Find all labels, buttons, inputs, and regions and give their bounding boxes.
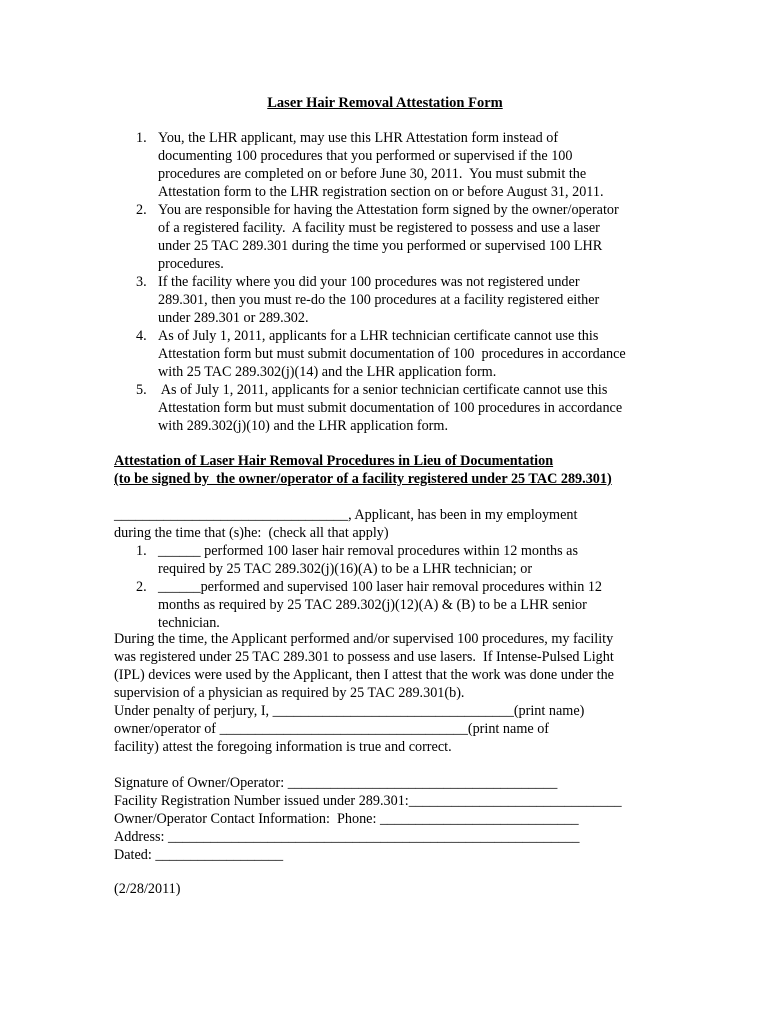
facility-name-field[interactable]: owner/operator of ___________________________________(print name of [114, 721, 550, 737]
list-item-line: under 25 TAC 289.301 during the time you performed or supervised 100 LHR [158, 238, 603, 254]
revision-date: (2/28/2011) [114, 881, 181, 897]
list-item-line: You, the LHR applicant, may use this LHR Attestation form instead of [158, 130, 559, 146]
attest-line: During the time, the Applicant performed and/or supervised 100 procedures, my facility [114, 631, 614, 647]
attest-line: supervision of a physician as required by 25 TAC 289.301(b). [114, 685, 465, 701]
list-item-line: procedures are completed on or before June 30, 2011. You must submit the [158, 166, 587, 182]
page-title: Laser Hair Removal Attestation Form [267, 95, 503, 111]
list-item-line: Attestation form but must submit documentation of 100 procedures in accordance [158, 346, 626, 362]
list-item-line: with 289.302(j)(10) and the LHR application form. [158, 418, 448, 434]
list-number: 1. [136, 543, 147, 559]
list-item-line: technician. [158, 615, 220, 631]
list-item-line: under 289.301 or 289.302. [158, 310, 309, 326]
list-number: 1. [136, 130, 147, 146]
registration-number-field[interactable]: Facility Registration Number issued under 289.301:______________________________ [114, 793, 622, 809]
check-option-technician[interactable]: ______ performed 100 laser hair removal procedures within 12 months as [158, 543, 578, 559]
list-number: 2. [136, 579, 147, 595]
check-option-senior[interactable]: ______performed and supervised 100 laser hair removal procedures within 12 [158, 579, 603, 595]
list-number: 2. [136, 202, 147, 218]
list-item-line: If the facility where you did your 100 procedures was not registered under [158, 274, 580, 290]
list-item-line: required by 25 TAC 289.302(j)(16)(A) to be a LHR technician; or [158, 561, 533, 577]
list-item-line: months as required by 25 TAC 289.302(j)(12)(A) & (B) to be a LHR senior [158, 597, 587, 613]
attest-line: was registered under 25 TAC 289.301 to possess and use lasers. If Intense-Pulsed Light [114, 649, 614, 665]
address-field[interactable]: Address: __________________________________________________________ [114, 829, 580, 845]
list-number: 3. [136, 274, 147, 290]
date-field[interactable]: Dated: __________________ [114, 847, 284, 863]
list-item-line: documenting 100 procedures that you performed or supervised if the 100 [158, 148, 573, 164]
section-heading: Attestation of Laser Hair Removal Procedures in Lieu of Documentation [114, 453, 554, 469]
list-item-line: 289.301, then you must re-do the 100 procedures at a facility registered either [158, 292, 600, 308]
list-item-line: Attestation form but must submit documentation of 100 procedures in accordance [158, 400, 623, 416]
attest-line: (IPL) devices were used by the Applicant, then I attest that the work was done under the [114, 667, 614, 683]
list-item-line: with 25 TAC 289.302(j)(14) and the LHR application form. [158, 364, 497, 380]
list-item-line: of a registered facility. A facility must be registered to possess and use a laser [158, 220, 600, 236]
list-item-line: As of July 1, 2011, applicants for a LHR technician certificate cannot use this [158, 328, 599, 344]
list-item-line: You are responsible for having the Attestation form signed by the owner/operator [158, 202, 619, 218]
applicant-name-line[interactable]: _________________________________, Applicant, has been in my employment [114, 507, 578, 523]
signature-field[interactable]: Signature of Owner/Operator: ______________________________________ [114, 775, 558, 791]
attest-line: facility) attest the foregoing information is true and correct. [114, 739, 452, 755]
section-subheading: (to be signed by the owner/operator of a facility registered under 25 TAC 289.301) [114, 471, 612, 487]
list-item-line: As of July 1, 2011, applicants for a senior technician certificate cannot use this [158, 382, 608, 398]
list-number: 5. [136, 382, 147, 398]
phone-field[interactable]: Owner/Operator Contact Information: Phone: ____________________________ [114, 811, 579, 827]
list-number: 4. [136, 328, 147, 344]
list-item-line: Attestation form to the LHR registration section on or before August 31, 2011. [158, 184, 604, 200]
print-name-field[interactable]: Under penalty of perjury, I, __________________________________(print name) [114, 703, 585, 719]
list-item-line: procedures. [158, 256, 224, 272]
check-instruction: during the time that (s)he: (check all that apply) [114, 525, 389, 541]
